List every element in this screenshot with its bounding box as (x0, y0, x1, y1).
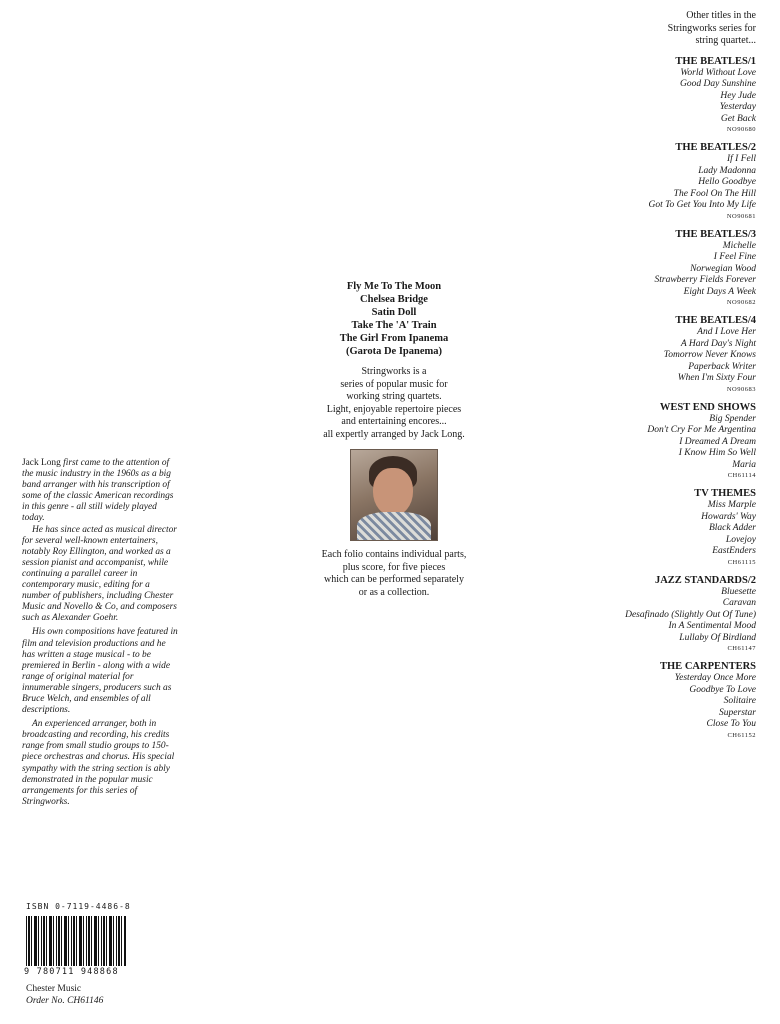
series-block (596, 574, 756, 654)
center-column (296, 280, 492, 599)
series-song: I Know Him So Well (678, 448, 756, 458)
series-song: Maria (732, 459, 756, 470)
song-title: The Girl From Ipanema (339, 333, 449, 344)
order-code: NO90682 (726, 299, 756, 306)
intro-line: string quartet... (695, 35, 756, 46)
series-song: Yesterday (719, 102, 756, 112)
series-song: Yesterday Once More (674, 673, 756, 683)
bio-paragraph (22, 458, 180, 525)
series-song: Hey Jude (720, 90, 756, 101)
series-song: Lovejoy (725, 534, 756, 545)
order-code: NO90683 (726, 385, 756, 393)
series-song: Good Day Sunshine (680, 79, 756, 89)
series-block (596, 660, 756, 740)
series-song: Lady Madonna (698, 165, 756, 176)
song-title: Satin Doll (371, 307, 417, 318)
series-block (596, 487, 756, 567)
description-line: Stringworks is a (361, 366, 427, 377)
series-block (596, 228, 756, 308)
other-titles-column (596, 10, 756, 740)
series-song: If I Fell (726, 154, 756, 164)
series-song: Eight Days A Week (683, 286, 756, 297)
folio-line: plus score, for five pieces (342, 561, 446, 573)
bio-paragraph: He has since acted as musical director for several well-known entertainers, notably Roy Ellington, and worked as a session pianist and accompanist, while continuing a parallel career in contemporary music, editing for a number of publishers, including Chester Music and Novello & Co, and composers such as Alexander Goehr. (22, 524, 177, 624)
series-title: JAZZ STANDARDS/2 (654, 574, 756, 586)
series-song: Got To Get You Into My Life (648, 200, 756, 210)
folio-line: Each folio contains individual parts, (321, 549, 467, 560)
series-song: Norwegian Wood (690, 263, 756, 274)
series-song: Bluesette (721, 586, 756, 597)
song-title: Chelsea Bridge (360, 294, 428, 305)
folio-line: which can be performed separately (324, 574, 464, 585)
series-song: Hello Goodbye (698, 177, 756, 187)
series-song: Lullaby Of Birdland (679, 632, 756, 643)
series-song: Tomorrow Never Knows (663, 350, 756, 360)
series-song: When I'm Sixty Four (677, 373, 756, 383)
series-block (596, 141, 756, 221)
series-block (596, 401, 756, 481)
description-line: Light, enjoyable repertoire pieces (326, 403, 462, 415)
order-code: NO90680 (726, 126, 756, 133)
arranger-biography (22, 458, 180, 808)
series-title: THE CARPENTERS (660, 661, 756, 672)
series-song: The Fool On The Hill (673, 188, 756, 199)
series-song: Caravan (722, 598, 756, 608)
series-song: Strawberry Fields Forever (654, 275, 756, 285)
description-line: all expertly arranged by Jack Long. (323, 428, 465, 440)
intro-line: Stringworks series for (667, 22, 756, 34)
series-song: In A Sentimental Mood (668, 621, 756, 631)
song-title: (Garota De Ipanema) (345, 346, 443, 357)
series-title: THE BEATLES/3 (675, 228, 756, 240)
song-title: Fly Me To The Moon (346, 281, 442, 292)
series-song: Big Spender (709, 413, 756, 424)
other-titles-intro (596, 10, 756, 48)
series-block (596, 55, 756, 135)
song-title: Take The 'A' Train (351, 320, 437, 331)
bio-paragraph: An experienced arranger, both in broadcasting and recording, his credits range from small studio groups to 150-piece orchestras and chorus. His special sympathy with the string section is ably demonstrated in the popular music arrangements for this series of Stringworks. (22, 719, 175, 807)
series-song: Black Adder (708, 523, 756, 533)
series-song: Desafinado (Slightly Out Of Tune) (625, 609, 756, 620)
isbn-number: ISBN 0-7119-4486-8 (26, 902, 131, 911)
order-code: CH61114 (727, 472, 756, 479)
series-song: Don't Cry For Me Argentina (647, 425, 756, 435)
series-song: And I Love Her (697, 327, 756, 337)
arranger-portrait (350, 449, 438, 541)
bio-text: first came to the attention of the music industry in the 1960s as a big band arranger with his transcription of some of the classic American recordings in this genre - all still widely played today. (22, 458, 174, 524)
series-song: Paperback Writer (688, 361, 756, 372)
series-song: World Without Love (680, 67, 756, 78)
intro-line: Other titles in the (686, 10, 756, 21)
series-song: Get Back (720, 113, 756, 124)
publisher-block (26, 984, 103, 1007)
series-title: WEST END SHOWS (659, 401, 756, 413)
series-song: I Feel Fine (713, 252, 756, 262)
order-code: CH61152 (727, 731, 756, 739)
series-song: Superstar (719, 707, 756, 718)
series-song: Miss Marple (707, 500, 756, 510)
series-song: I Dreamed A Dream (679, 436, 756, 447)
series-description (296, 366, 492, 441)
folio-line: or as a collection. (358, 586, 430, 598)
order-number: Order No. CH61146 (26, 995, 104, 1006)
series-title: TV THEMES (694, 488, 756, 499)
barcode-number: 9 780711 948868 (24, 967, 119, 977)
series-song: A Hard Day's Night (680, 338, 756, 349)
series-title: THE BEATLES/4 (675, 315, 756, 326)
bio-paragraph: His own compositions have featured in film and television productions and he has written a stage musical - to be premiered in Berlin - along with a wide range of original material for innumerable singers, producers such as Bruce Welch, and ensembles of all descriptions. (22, 627, 178, 716)
arranger-name: Jack Long (22, 458, 61, 468)
order-code: CH61115 (727, 558, 756, 566)
series-list (596, 55, 756, 740)
series-title: THE BEATLES/1 (675, 55, 756, 67)
description-line: series of popular music for (340, 378, 448, 390)
series-song: Solitaire (723, 696, 756, 706)
publisher-name: Chester Music (26, 984, 82, 994)
series-song: EastEnders (712, 546, 756, 556)
barcode (26, 916, 126, 966)
series-song: Michelle (722, 240, 756, 251)
series-song: Close To You (706, 719, 756, 729)
order-code: NO90681 (726, 212, 756, 220)
series-song: Howards' Way (701, 511, 756, 522)
order-code: CH61147 (727, 645, 756, 652)
folio-description (296, 549, 492, 599)
series-song: Goodbye To Love (689, 684, 756, 695)
series-title: THE BEATLES/2 (675, 142, 756, 153)
description-line: working string quartets. (346, 391, 442, 402)
series-block (596, 314, 756, 394)
description-line: and entertaining encores... (341, 416, 447, 427)
